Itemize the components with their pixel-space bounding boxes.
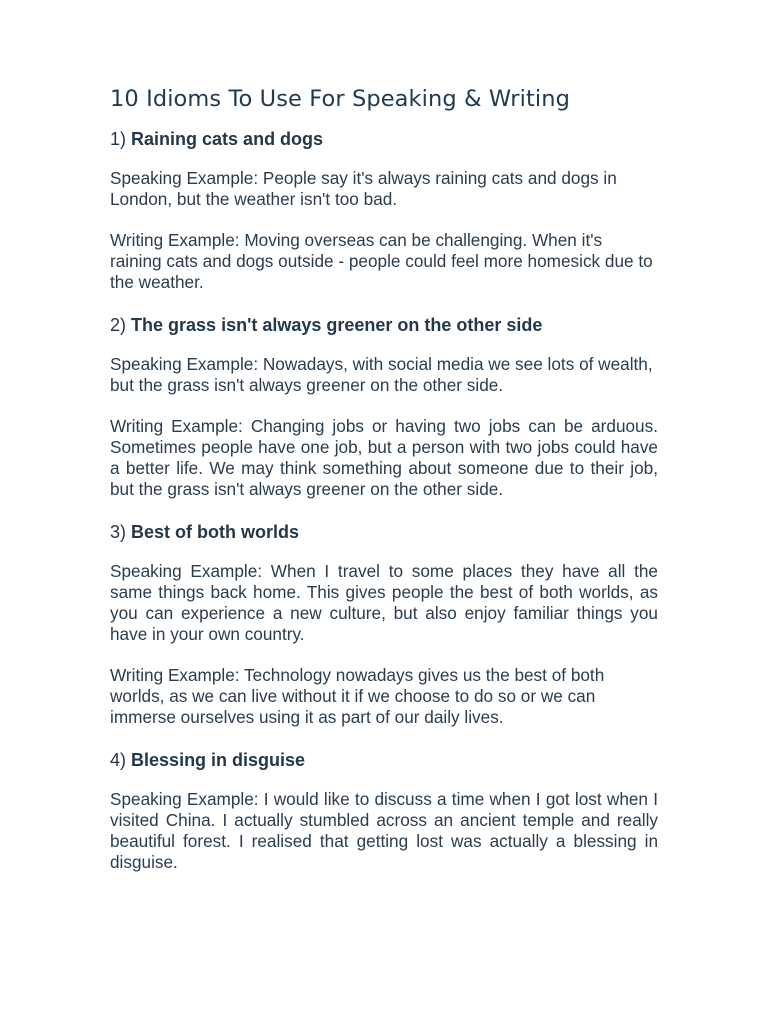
speaking-example: Speaking Example: Nowadays, with social media we see lots of wealth, but the grass isn't always greener on the other side. — [110, 354, 653, 395]
idiom-section-3 — [110, 520, 658, 728]
idiom-phrase: Best of both worlds — [131, 522, 300, 542]
idiom-number: 1) — [110, 129, 127, 149]
writing-example: Writing Example: Changing jobs or having two jobs can be arduous. Sometimes people have one job, but a person with two jobs could have a better life. We may think something about someone due to their job, but the grass isn't always greener on the other side. — [110, 416, 658, 499]
document-title: 10 Idioms To Use For Speaking & Writing — [110, 86, 570, 112]
speaking-example: Speaking Example: I would like to discuss a time when I got lost when I visited China. I actually stumbled across an ancient temple and really beautiful forest. I realised that getting lost was actually a blessing in disguise. — [110, 789, 658, 872]
idiom-section-4 — [110, 748, 658, 873]
idiom-number: 2) — [110, 315, 127, 335]
speaking-example: Speaking Example: People say it's always raining cats and dogs in London, but the weather isn't too bad. — [110, 168, 617, 209]
idiom-heading — [110, 313, 658, 337]
idiom-number: 3) — [110, 522, 127, 542]
document-page — [110, 84, 658, 893]
idiom-section-1 — [110, 127, 658, 293]
idiom-heading — [110, 748, 658, 772]
writing-example: Writing Example: Technology nowadays gives us the best of both worlds, as we can live without it if we choose to do so or we can immerse ourselves using it as part of our daily lives. — [110, 665, 605, 727]
idiom-number: 4) — [110, 750, 127, 770]
idiom-phrase: Raining cats and dogs — [131, 129, 324, 149]
idiom-phrase: Blessing in disguise — [131, 750, 306, 770]
idiom-heading — [110, 520, 658, 544]
idiom-heading — [110, 127, 658, 151]
idiom-phrase: The grass isn't always greener on the other side — [131, 315, 543, 335]
idiom-section-2 — [110, 313, 658, 500]
writing-example: Writing Example: Moving overseas can be challenging. When it's raining cats and dogs outside - people could feel more homesick due to the weather. — [110, 230, 653, 292]
speaking-example: Speaking Example: When I travel to some places they have all the same things back home. This gives people the best of both worlds, as you can experience a new culture, but also enjoy familiar things you have in your own country. — [110, 561, 658, 644]
